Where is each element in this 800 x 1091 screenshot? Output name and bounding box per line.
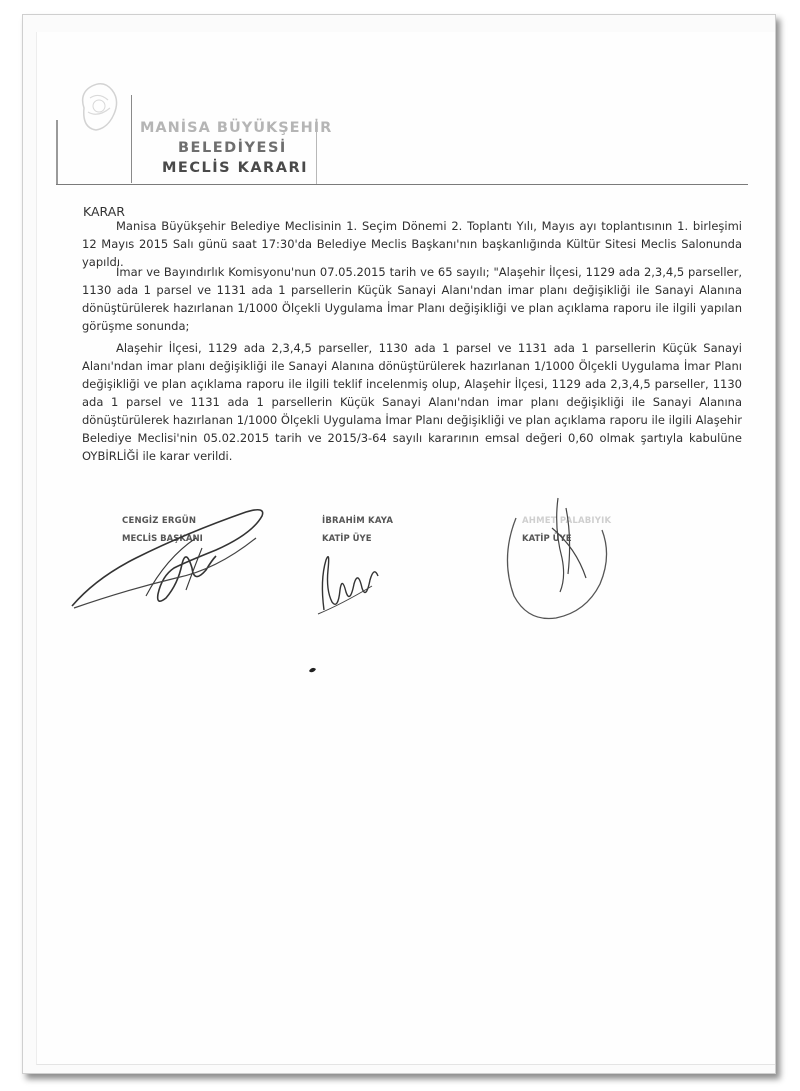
header-divider [131, 95, 132, 183]
org-subtitle: BELEDİYESİ [178, 140, 287, 156]
org-name: MANİSA BÜYÜKŞEHİR [140, 120, 333, 136]
signature-1-icon [66, 498, 276, 616]
paragraph-commission: İmar ve Bayındırlık Komisyonu'nun 07.05.2015 tarih ve 65 sayılı; "Alaşehir İlçesi, 1129 ada 2,3,4,5 parseller, 1130 ada 1 parsel ve 1131 ada 1 parsellerin Küçük Sanayi Alanı'ndan imar planı değişikliği ile Sanayi Alanına dönüştürülerek hazırlanan 1/1000 Ölçekli Uygulama İmar Planı değişikliği ve plan açıklama raporu ile ilgili yapılan görüşme sonunda; [82, 265, 742, 333]
municipality-emblem-icon [74, 78, 124, 138]
signatory-title: MECLİS BAŞKANI [122, 534, 203, 544]
header-left-rule [56, 120, 58, 184]
decision-heading: KARAR [83, 204, 125, 219]
ink-mark-icon [306, 662, 320, 676]
paragraph-session: Manisa Büyükşehir Belediye Meclisinin 1. Seçim Dönemi 2. Toplantı Yılı, Mayıs ayı toplantısının 1. birleşimi 12 Mayıs 2015 Salı günü saat 17:30'da Belediye Meclis Başkanı'nın başkanlığında Kültür Sitesi Meclis Salonunda yapıldı. [82, 219, 742, 269]
signatory-title: KATİP ÜYE [322, 534, 372, 544]
signature-3-icon [496, 488, 616, 628]
signatory-title: KATİP ÜYE [522, 534, 572, 544]
signature-2-icon [312, 540, 392, 618]
header-box [56, 36, 748, 185]
signatory-name: İBRAHİM KAYA [322, 516, 394, 526]
document-type: MECLİS KARARI [162, 160, 309, 176]
signatory-name: CENGİZ ERGÜN [122, 516, 197, 526]
signatory-name: AHMET PALABIYIK [522, 516, 612, 526]
paragraph-decision: Alaşehir İlçesi, 1129 ada 2,3,4,5 parseller, 1130 ada 1 parsel ve 1131 ada 1 parsellerin Küçük Sanayi Alanı'ndan imar planı değişikliği ile Sanayi Alanına dönüştürülerek hazırlanan 1/1000 Ölçekli Uygulama İmar Planı değişikliği ve plan açıklama raporu ile ilgili teklif incelenmiş olup, Alaşehir İlçesi, 1129 ada 2,3,4,5 parseller, 1130 ada 1 parsel ve 1131 ada 1 parsellerin Küçük Sanayi Alanı'ndan imar planı değişikliği ile Sanayi Alanına dönüştürülerek hazırlanan 1/1000 Ölçekli Uygulama İmar Planı değişikliği ve plan açıklama raporu ile ilgili Alaşehir Belediye Meclisi'nin 05.02.2015 tarih ve 2015/3-64 sayılı kararının emsal değeri 0,60 olmak şartıyla kabulüne OYBİRLİĞİ ile karar verildi. [82, 341, 742, 463]
